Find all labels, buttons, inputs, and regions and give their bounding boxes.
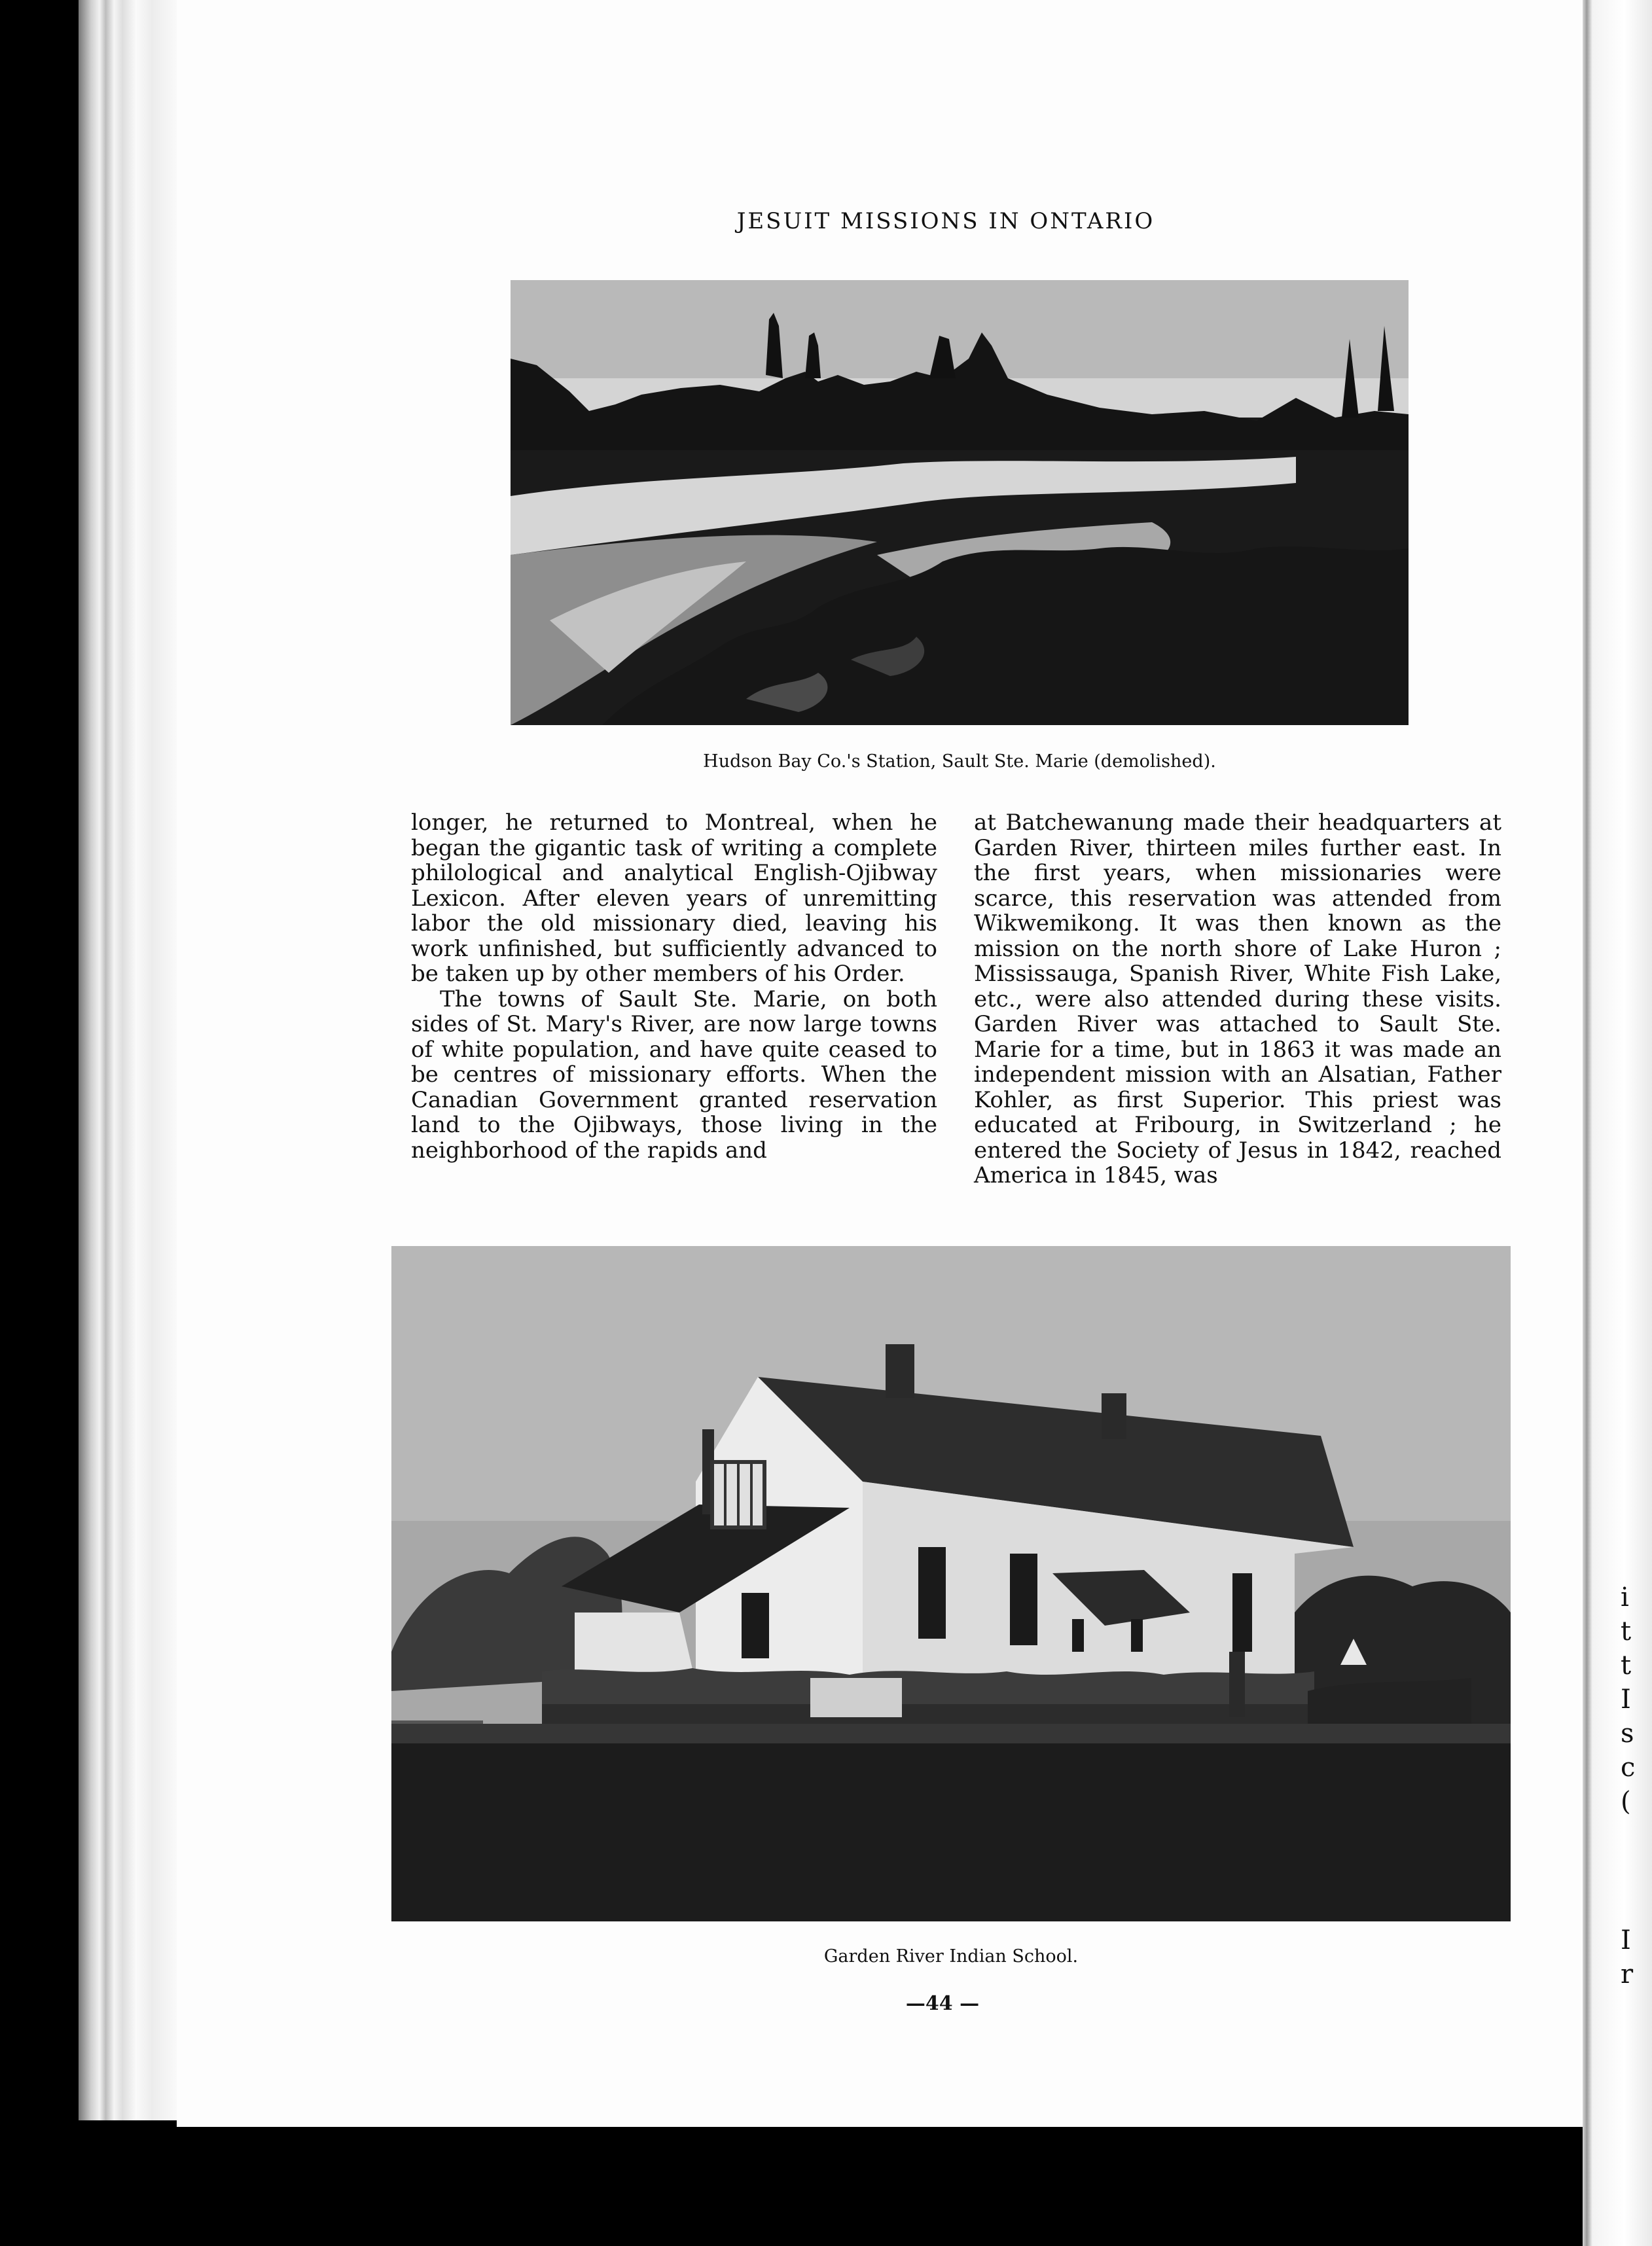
text-column-left [411,810,937,1163]
hudson-bay-station-photo [511,280,1409,725]
adjacent-page-fragment: ( [1621,1787,1631,1817]
adjacent-page-fragment: I [1621,1684,1631,1715]
adjacent-page-fragment: i [1621,1582,1629,1613]
photo-illustration [391,1246,1511,1921]
text-column-right [974,810,1501,1188]
figure-caption: Hudson Bay Co.'s Station, Sault Ste. Marie (demolished). [703,751,1216,772]
garden-river-school-photo [391,1246,1511,1921]
adjacent-page-fragment: c [1621,1753,1636,1783]
photo-illustration [511,280,1409,725]
adjacent-page-fragment: I [1621,1925,1631,1955]
adjacent-page-fragment: s [1621,1719,1634,1749]
adjacent-page-fragment: t [1621,1616,1632,1647]
scan-speck [576,2233,580,2237]
page-number: —44 — [905,1992,980,2015]
adjacent-page-edge [1583,0,1652,2246]
scan-speck [275,2220,280,2225]
page-gutter [79,0,183,2120]
paragraph: at Batchewanung made their headquarters at Garden River, thirteen miles further east. In the first years, when missionaries were scarce, this reservation was attended from Wikwemikong. It was then known as the mission on the north shore of Lake Huron ; Mississauga, Spanish River, White Fish Lake, etc., were also attended during these visits. Garden River was attached to Sault Ste. Marie for a time, but in 1863 it was made an independent mission with an Alsatian, Father Kohler, as first Superior. This priest was educated at Fribourg, in Switzerland ; he entered the Society of Jesus in 1842, reached America in 1845, was [974,810,1501,1188]
adjacent-page-fragment: r [1621,1959,1634,1989]
paragraph: longer, he returned to Montreal, when he began the gigantic task of writing a complete philological and analytical English-Ojibway Lexicon. After eleven years of unremitting labor the old missionary died, leaving his work unfinished, but sufficiently advanced to be taken up by other members of his Order. [411,810,937,987]
running-title: JESUIT MISSIONS IN ONTARIO [736,208,1155,234]
figure-caption: Garden River Indian School. [823,1946,1079,1967]
paragraph: The towns of Sault Ste. Marie, on both sides of St. Mary's River, are now large towns of white population, and have quite ceased to be centres of missionary efforts. When the Canadian Government granted reservation land to the Ojibways, those living in the neighborhood of the rapids and [411,986,937,1164]
adjacent-page-fragment: t [1621,1650,1632,1681]
